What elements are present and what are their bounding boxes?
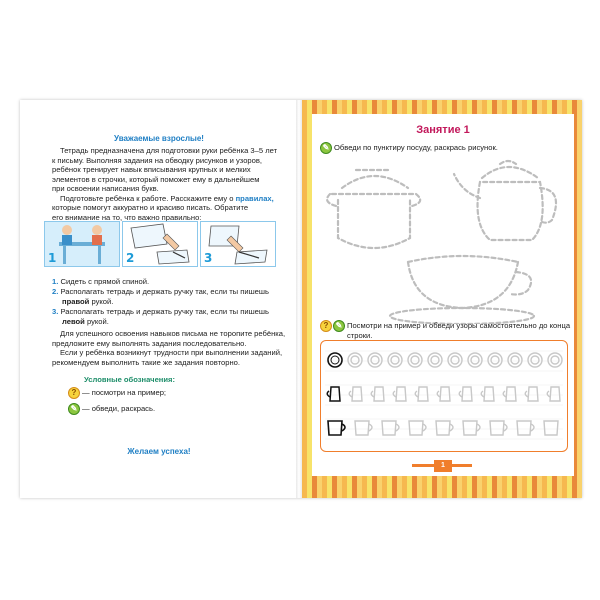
pot-lid-outline [342,176,408,188]
question-icon: ? [320,320,332,332]
advice-line-3: Если у ребёнка возникнут трудности при выполнении заданий, [60,348,283,357]
task-2-line-2: строки. [347,330,373,340]
rule-3-hand: левой [62,316,85,326]
rule-2-number: 2. [52,287,59,296]
rule-1 [52,277,149,287]
cup-rim-outline [408,256,518,262]
legend-question-text: — посмотри на пример; [82,388,167,397]
teapot-spout-outline [454,174,480,198]
posture-picture [44,221,120,267]
rule-2-hand: правой [62,296,90,306]
cup-pattern-row [325,415,563,441]
right-hand-picture [122,221,198,267]
page-number: 1 [434,460,452,472]
rule-2-cont-text: рукой. [91,296,114,306]
pattern-tracing-grid [320,340,568,452]
rule-3-cont-text: рукой. [86,316,109,326]
right-page [302,100,582,498]
legend-heading: Условные обозначения: [84,375,176,384]
picture-number-3: 3 [204,251,213,265]
teapot-lid-outline [482,167,538,178]
adults-heading: Уважаемые взрослые! [114,134,204,143]
pot-body-outline [338,200,410,248]
rule-1-text: Сидеть с прямой спиной. [60,277,150,286]
rule-2-cont [62,297,113,307]
pencil-icon: ✎ [333,320,345,332]
dishes-tracing-drawing [312,154,574,324]
rule-3-cont [62,317,109,327]
advice-line-4: рекомендуем выполнить такие же задания повторно. [52,357,240,367]
rule-3 [52,307,269,317]
question-icon: ? [68,387,80,399]
cups-trace [325,415,563,441]
prep-line-1-text: Подготовьте ребёнка к работе. Расскажите ему о [60,193,234,203]
rule-3-text: Располагать тетрадь и держать ручку так, если ты пишешь [60,307,269,316]
intro-line-4: элементов в строчки, который поможет ему в дальнейшем [52,174,260,184]
teapot-knob-outline [500,161,516,164]
plates-trace [325,347,563,373]
left-page [20,100,300,498]
lesson-title: Занятие 1 [416,124,470,136]
worksheet [312,114,574,476]
intro-line-3: ребёнок тренирует навык вписывания крупных и мелких [52,165,251,174]
prep-line-1 [60,194,274,204]
closing-wish: Желаем успеха! [127,447,191,456]
picture-number-1: 1 [48,251,57,265]
task-2-line-1: Посмотри на пример и обведи узоры самостоятельно до конца [347,321,571,330]
intro-line-2: к письму. Выполняя задания на обводку рисунков и узоров, [52,155,263,165]
picture-number-2: 2 [126,251,135,265]
pencil-icon: ✎ [320,142,332,154]
advice-line-2: предложите ему выполнять задания последовательно. [52,338,247,348]
prep-line-3: его внимание на то, что важно правильно: [52,212,202,222]
jugs-trace [325,381,563,407]
task-1-instruction: Обведи по пунктиру посуду, раскрась рисунок. [334,143,498,152]
rules-link: правилах, [235,193,274,203]
cup-body-outline [408,262,518,308]
plate-pattern-row [325,347,563,373]
pot-rim-outline [327,194,420,206]
advice-line-1: Для успешного освоения навыков письма не торопите ребёнка, [60,329,286,338]
book-spread [20,100,582,498]
rule-2 [52,287,269,297]
intro-line-5: при освоении написания букв. [52,184,159,193]
teapot-body-outline [478,182,543,240]
jug-pattern-row [325,381,563,407]
rule-2-text: Располагать тетрадь и держать ручку так, если ты пишешь [60,287,269,296]
legend-pencil-text: — обведи, раскрась. [82,404,156,413]
intro-line-1: Тетрадь предназначена для подготовки руки ребёнка 3–5 лет [60,146,278,155]
rule-3-number: 3. [52,307,59,316]
prep-line-2: которые помогут аккуратно и красиво писать. Обратите [52,203,249,212]
rule-1-number: 1. [52,277,59,286]
left-hand-picture [200,221,276,267]
pencil-icon: ✎ [68,403,80,415]
